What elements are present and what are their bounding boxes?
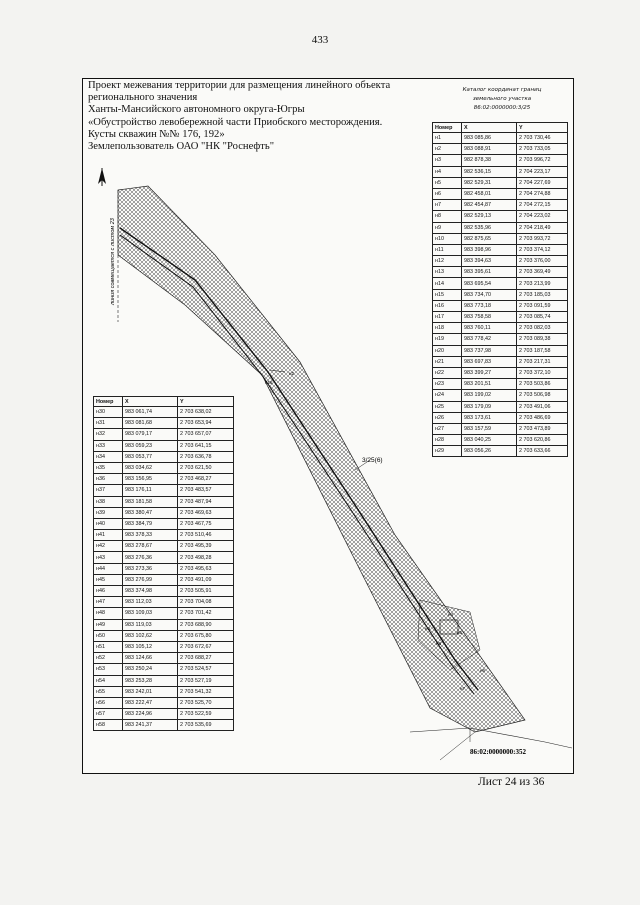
y-coordinate-cell: 2 703 636,78 bbox=[178, 451, 234, 462]
x-coordinate-cell: 983 061,74 bbox=[123, 407, 178, 418]
x-coordinate-cell: 983 224,96 bbox=[123, 709, 178, 720]
x-coordinate-cell: 983 181,58 bbox=[123, 496, 178, 507]
x-coordinate-cell: 982 536,15 bbox=[462, 166, 517, 177]
point-number-cell: н6 bbox=[433, 188, 462, 199]
y-coordinate-cell: 2 703 372,10 bbox=[517, 367, 568, 378]
table-row bbox=[94, 608, 234, 619]
y-coordinate-cell: 2 703 473,89 bbox=[517, 423, 568, 434]
point-number-cell: н38 bbox=[94, 496, 123, 507]
point-number-cell: н15 bbox=[433, 289, 462, 300]
point-number-cell: н9 bbox=[433, 222, 462, 233]
y-coordinate-cell: 2 703 633,66 bbox=[517, 446, 568, 457]
point-number-cell: н37 bbox=[94, 485, 123, 496]
point-number-cell: н1 bbox=[433, 133, 462, 144]
x-coordinate-cell: 983 201,51 bbox=[462, 379, 517, 390]
table-row bbox=[94, 518, 234, 529]
x-coordinate-cell: 982 535,96 bbox=[462, 222, 517, 233]
table-row bbox=[433, 412, 568, 423]
y-coordinate-cell: 2 703 510,46 bbox=[178, 530, 234, 541]
x-coordinate-cell: 982 529,13 bbox=[462, 211, 517, 222]
point-number-cell: н24 bbox=[433, 390, 462, 401]
point-number-cell: н55 bbox=[94, 686, 123, 697]
table-row bbox=[433, 334, 568, 345]
y-coordinate-cell: 2 703 506,98 bbox=[517, 390, 568, 401]
point-label-n5: н5 bbox=[457, 630, 462, 635]
x-coordinate-cell: 983 278,67 bbox=[123, 541, 178, 552]
y-coordinate-cell: 2 703 486,69 bbox=[517, 412, 568, 423]
y-coordinate-cell: 2 703 505,91 bbox=[178, 586, 234, 597]
point-number-cell: н8 bbox=[433, 211, 462, 222]
y-coordinate-cell: 2 703 374,12 bbox=[517, 244, 568, 255]
table-row bbox=[94, 429, 234, 440]
table-row bbox=[433, 244, 568, 255]
table-row bbox=[94, 653, 234, 664]
y-coordinate-cell: 2 703 376,00 bbox=[517, 256, 568, 267]
table-row bbox=[433, 166, 568, 177]
point-number-cell: н34 bbox=[94, 451, 123, 462]
x-coordinate-cell: 983 773,18 bbox=[462, 300, 517, 311]
x-coordinate-cell: 983 085,86 bbox=[462, 133, 517, 144]
x-coordinate-cell: 983 179,09 bbox=[462, 401, 517, 412]
point-number-cell: н20 bbox=[433, 345, 462, 356]
point-number-cell: н13 bbox=[433, 267, 462, 278]
y-coordinate-cell: 2 704 223,17 bbox=[517, 166, 568, 177]
x-coordinate-cell: 983 081,68 bbox=[123, 418, 178, 429]
coordinate-rows bbox=[94, 407, 234, 731]
table-row bbox=[433, 435, 568, 446]
x-coordinate-cell: 983 102,62 bbox=[123, 630, 178, 641]
point-number-cell: н58 bbox=[94, 720, 123, 731]
x-coordinate-cell: 983 112,03 bbox=[123, 597, 178, 608]
x-coordinate-cell: 983 758,58 bbox=[462, 312, 517, 323]
column-header-y: Y bbox=[178, 397, 234, 407]
table-row bbox=[94, 697, 234, 708]
x-coordinate-cell: 983 760,11 bbox=[462, 323, 517, 334]
y-coordinate-cell: 2 703 688,27 bbox=[178, 653, 234, 664]
point-label-n4: н4 bbox=[448, 612, 453, 617]
point-label-n7: н7 bbox=[460, 686, 465, 691]
x-coordinate-cell: 983 398,96 bbox=[462, 244, 517, 255]
x-coordinate-cell: 983 119,03 bbox=[123, 619, 178, 630]
x-coordinate-cell: 983 109,03 bbox=[123, 608, 178, 619]
y-coordinate-cell: 2 703 657,07 bbox=[178, 429, 234, 440]
table-row bbox=[433, 312, 568, 323]
point-number-cell: н54 bbox=[94, 675, 123, 686]
x-coordinate-cell: 983 079,17 bbox=[123, 429, 178, 440]
point-number-cell: н16 bbox=[433, 300, 462, 311]
point-number-cell: н41 bbox=[94, 530, 123, 541]
x-coordinate-cell: 983 380,47 bbox=[123, 507, 178, 518]
point-number-cell: н26 bbox=[433, 412, 462, 423]
y-coordinate-cell: 2 704 274,88 bbox=[517, 188, 568, 199]
x-coordinate-cell: 983 124,66 bbox=[123, 653, 178, 664]
point-number-cell: н11 bbox=[433, 244, 462, 255]
table-row bbox=[94, 586, 234, 597]
y-coordinate-cell: 2 703 495,63 bbox=[178, 563, 234, 574]
y-coordinate-cell: 2 703 185,03 bbox=[517, 289, 568, 300]
table-row bbox=[433, 289, 568, 300]
point-number-cell: н12 bbox=[433, 256, 462, 267]
y-coordinate-cell: 2 703 495,39 bbox=[178, 541, 234, 552]
x-coordinate-cell: 983 156,95 bbox=[123, 474, 178, 485]
neighbor-boundary bbox=[410, 728, 572, 748]
x-coordinate-cell: 983 778,42 bbox=[462, 334, 517, 345]
side-note: линия совмещается с листом 23 bbox=[110, 218, 116, 305]
x-coordinate-cell: 982 529,31 bbox=[462, 177, 517, 188]
table-row bbox=[433, 256, 568, 267]
point-number-cell: н44 bbox=[94, 563, 123, 574]
table-row bbox=[433, 222, 568, 233]
point-number-cell: н53 bbox=[94, 664, 123, 675]
point-number-cell: н10 bbox=[433, 233, 462, 244]
title-line: регионального значения bbox=[88, 92, 198, 104]
y-coordinate-cell: 2 703 503,86 bbox=[517, 379, 568, 390]
y-coordinate-cell: 2 703 704,08 bbox=[178, 597, 234, 608]
x-coordinate-cell: 983 395,61 bbox=[462, 267, 517, 278]
point-number-cell: н2 bbox=[433, 144, 462, 155]
point-label-n2: н2 bbox=[289, 371, 294, 376]
column-header-y: Y bbox=[517, 123, 568, 133]
x-coordinate-cell: 983 176,11 bbox=[123, 485, 178, 496]
table-row bbox=[433, 323, 568, 334]
x-coordinate-cell: 983 737,98 bbox=[462, 345, 517, 356]
column-header-number: Номер bbox=[433, 123, 462, 133]
point-number-cell: н49 bbox=[94, 619, 123, 630]
table-row bbox=[433, 446, 568, 457]
table-row bbox=[94, 563, 234, 574]
point-label-n9: н9 bbox=[425, 626, 430, 631]
x-coordinate-cell: 982 878,38 bbox=[462, 155, 517, 166]
y-coordinate-cell: 2 703 491,06 bbox=[517, 401, 568, 412]
y-coordinate-cell: 2 703 483,57 bbox=[178, 485, 234, 496]
table-row bbox=[433, 356, 568, 367]
y-coordinate-cell: 2 703 217,31 bbox=[517, 356, 568, 367]
north-arrow-icon bbox=[98, 168, 106, 186]
table-row bbox=[433, 188, 568, 199]
point-number-cell: н29 bbox=[433, 446, 462, 457]
x-coordinate-cell: 983 199,02 bbox=[462, 390, 517, 401]
y-coordinate-cell: 2 703 468,27 bbox=[178, 474, 234, 485]
y-coordinate-cell: 2 703 089,38 bbox=[517, 334, 568, 345]
y-coordinate-cell: 2 703 733,05 bbox=[517, 144, 568, 155]
x-coordinate-cell: 983 053,77 bbox=[123, 451, 178, 462]
table-row bbox=[94, 574, 234, 585]
sheet-footer: Лист 24 из 36 bbox=[478, 776, 545, 788]
point-number-cell: н5 bbox=[433, 177, 462, 188]
catalog-caption-line: 86:02:0000000:3/25 bbox=[473, 105, 531, 111]
x-coordinate-cell: 983 157,59 bbox=[462, 423, 517, 434]
x-coordinate-cell: 983 394,63 bbox=[462, 256, 517, 267]
table-row bbox=[94, 530, 234, 541]
table-row bbox=[433, 401, 568, 412]
point-number-cell: н51 bbox=[94, 641, 123, 652]
table-row bbox=[433, 233, 568, 244]
y-coordinate-cell: 2 703 541,32 bbox=[178, 686, 234, 697]
y-coordinate-cell: 2 703 467,75 bbox=[178, 518, 234, 529]
x-coordinate-cell: 983 056,26 bbox=[462, 446, 517, 457]
y-coordinate-cell: 2 703 535,69 bbox=[178, 720, 234, 731]
x-coordinate-cell: 983 384,79 bbox=[123, 518, 178, 529]
table-row bbox=[94, 418, 234, 429]
table-row bbox=[433, 367, 568, 378]
coordinate-table-left bbox=[93, 396, 234, 731]
y-coordinate-cell: 2 703 672,67 bbox=[178, 641, 234, 652]
y-coordinate-cell: 2 703 369,49 bbox=[517, 267, 568, 278]
point-number-cell: н52 bbox=[94, 653, 123, 664]
x-coordinate-cell: 983 173,61 bbox=[462, 412, 517, 423]
x-coordinate-cell: 982 458,01 bbox=[462, 188, 517, 199]
table-row bbox=[94, 664, 234, 675]
x-coordinate-cell: 983 040,25 bbox=[462, 435, 517, 446]
table-row bbox=[94, 552, 234, 563]
table-row bbox=[94, 630, 234, 641]
y-coordinate-cell: 2 703 491,09 bbox=[178, 574, 234, 585]
point-number-cell: н21 bbox=[433, 356, 462, 367]
y-coordinate-cell: 2 703 621,50 bbox=[178, 462, 234, 473]
point-number-cell: н33 bbox=[94, 440, 123, 451]
table-row bbox=[433, 144, 568, 155]
catalog-caption-line: Каталог координат границ bbox=[462, 87, 542, 93]
y-coordinate-cell: 2 703 082,03 bbox=[517, 323, 568, 334]
x-coordinate-cell: 983 697,83 bbox=[462, 356, 517, 367]
table-row bbox=[433, 133, 568, 144]
x-coordinate-cell: 983 253,28 bbox=[123, 675, 178, 686]
x-coordinate-cell: 982 454,87 bbox=[462, 200, 517, 211]
table-row bbox=[94, 641, 234, 652]
y-coordinate-cell: 2 704 227,69 bbox=[517, 177, 568, 188]
point-number-cell: н39 bbox=[94, 507, 123, 518]
title-line: Ханты-Мансийского автономного округа-Югры bbox=[88, 104, 305, 116]
y-coordinate-cell: 2 703 522,59 bbox=[178, 709, 234, 720]
table-row bbox=[433, 278, 568, 289]
point-number-cell: н23 bbox=[433, 379, 462, 390]
table-row bbox=[94, 462, 234, 473]
x-coordinate-cell: 983 273,36 bbox=[123, 563, 178, 574]
table-row bbox=[94, 440, 234, 451]
point-number-cell: н40 bbox=[94, 518, 123, 529]
bottom-parcel-label: 86:02:0000000:352 bbox=[470, 748, 526, 756]
point-number-cell: н36 bbox=[94, 474, 123, 485]
table-row bbox=[433, 155, 568, 166]
x-coordinate-cell: 983 242,01 bbox=[123, 686, 178, 697]
point-number-cell: н46 bbox=[94, 586, 123, 597]
table-row bbox=[94, 686, 234, 697]
x-coordinate-cell: 983 378,33 bbox=[123, 530, 178, 541]
point-number-cell: н22 bbox=[433, 367, 462, 378]
point-number-cell: н50 bbox=[94, 630, 123, 641]
point-number-cell: н43 bbox=[94, 552, 123, 563]
table-row bbox=[94, 451, 234, 462]
x-coordinate-cell: 983 059,23 bbox=[123, 440, 178, 451]
point-number-cell: н31 bbox=[94, 418, 123, 429]
x-coordinate-cell: 983 276,36 bbox=[123, 552, 178, 563]
y-coordinate-cell: 2 704 223,02 bbox=[517, 211, 568, 222]
table-row bbox=[94, 597, 234, 608]
table-row bbox=[433, 200, 568, 211]
parcel-label: 3/25(6) bbox=[362, 457, 383, 464]
x-coordinate-cell: 983 399,27 bbox=[462, 367, 517, 378]
point-number-cell: н35 bbox=[94, 462, 123, 473]
x-coordinate-cell: 983 734,70 bbox=[462, 289, 517, 300]
y-coordinate-cell: 2 703 469,63 bbox=[178, 507, 234, 518]
point-number-cell: н45 bbox=[94, 574, 123, 585]
y-coordinate-cell: 2 703 653,94 bbox=[178, 418, 234, 429]
table-row bbox=[94, 507, 234, 518]
title-line: Землепользователь ОАО "НК "Роснефть" bbox=[88, 141, 275, 153]
table-row bbox=[433, 345, 568, 356]
table-row bbox=[433, 177, 568, 188]
coordinate-rows bbox=[433, 133, 568, 457]
point-label-n8: н8 bbox=[436, 641, 441, 646]
y-coordinate-cell: 2 704 272,15 bbox=[517, 200, 568, 211]
table-row bbox=[433, 379, 568, 390]
point-label-n18: н18 bbox=[265, 380, 273, 385]
table-row bbox=[94, 496, 234, 507]
table-row bbox=[433, 211, 568, 222]
coordinate-table-right bbox=[432, 122, 568, 457]
y-coordinate-cell: 2 703 187,58 bbox=[517, 345, 568, 356]
x-coordinate-cell: 983 276,99 bbox=[123, 574, 178, 585]
y-coordinate-cell: 2 703 638,02 bbox=[178, 407, 234, 418]
point-number-cell: н57 bbox=[94, 709, 123, 720]
point-number-cell: н32 bbox=[94, 429, 123, 440]
y-coordinate-cell: 2 703 688,90 bbox=[178, 619, 234, 630]
point-number-cell: н47 bbox=[94, 597, 123, 608]
x-coordinate-cell: 983 250,24 bbox=[123, 664, 178, 675]
point-number-cell: н27 bbox=[433, 423, 462, 434]
catalog-caption bbox=[437, 86, 567, 113]
y-coordinate-cell: 2 703 675,80 bbox=[178, 630, 234, 641]
y-coordinate-cell: 2 703 527,19 bbox=[178, 675, 234, 686]
x-coordinate-cell: 983 222,47 bbox=[123, 697, 178, 708]
x-coordinate-cell: 982 875,65 bbox=[462, 233, 517, 244]
point-label-n6: н6 bbox=[480, 668, 485, 673]
table-row bbox=[433, 390, 568, 401]
table-row bbox=[433, 300, 568, 311]
point-number-cell: н17 bbox=[433, 312, 462, 323]
point-number-cell: н28 bbox=[433, 435, 462, 446]
y-coordinate-cell: 2 703 525,70 bbox=[178, 697, 234, 708]
point-number-cell: н19 bbox=[433, 334, 462, 345]
catalog-caption-line: земельного участка bbox=[472, 96, 532, 102]
y-coordinate-cell: 2 703 091,59 bbox=[517, 300, 568, 311]
title-line: Кусты скважин №№ 176, 192» bbox=[88, 128, 225, 140]
table-row bbox=[94, 720, 234, 731]
y-coordinate-cell: 2 703 487,94 bbox=[178, 496, 234, 507]
y-coordinate-cell: 2 703 524,57 bbox=[178, 664, 234, 675]
page-number: 433 bbox=[311, 34, 329, 46]
x-coordinate-cell: 983 374,98 bbox=[123, 586, 178, 597]
table-row bbox=[94, 675, 234, 686]
point-number-cell: н30 bbox=[94, 407, 123, 418]
table-row bbox=[94, 541, 234, 552]
table-row bbox=[94, 709, 234, 720]
y-coordinate-cell: 2 703 641,15 bbox=[178, 440, 234, 451]
point-number-cell: н25 bbox=[433, 401, 462, 412]
y-coordinate-cell: 2 703 498,28 bbox=[178, 552, 234, 563]
table-row bbox=[433, 267, 568, 278]
table-row bbox=[94, 474, 234, 485]
y-coordinate-cell: 2 703 213,99 bbox=[517, 278, 568, 289]
y-coordinate-cell: 2 703 730,46 bbox=[517, 133, 568, 144]
y-coordinate-cell: 2 703 993,72 bbox=[517, 233, 568, 244]
x-coordinate-cell: 983 241,37 bbox=[123, 720, 178, 731]
point-number-cell: н7 bbox=[433, 200, 462, 211]
table-row bbox=[433, 423, 568, 434]
y-coordinate-cell: 2 703 701,42 bbox=[178, 608, 234, 619]
table-row bbox=[94, 407, 234, 418]
table-row bbox=[94, 485, 234, 496]
column-header-x: X bbox=[462, 123, 517, 133]
column-header-x: X bbox=[123, 397, 178, 407]
column-header-number: Номер bbox=[94, 397, 123, 407]
x-coordinate-cell: 983 088,91 bbox=[462, 144, 517, 155]
y-coordinate-cell: 2 703 996,72 bbox=[517, 155, 568, 166]
x-coordinate-cell: 983 034,62 bbox=[123, 462, 178, 473]
point-number-cell: н3 bbox=[433, 155, 462, 166]
x-coordinate-cell: 983 105,12 bbox=[123, 641, 178, 652]
table-row bbox=[94, 619, 234, 630]
title-line: «Обустройство левобережной части Приобского месторождения. bbox=[88, 116, 383, 128]
title-line: Проект межевания территории для размещения линейного объекта bbox=[88, 80, 391, 91]
point-number-cell: н18 bbox=[433, 323, 462, 334]
point-number-cell: н56 bbox=[94, 697, 123, 708]
point-number-cell: н48 bbox=[94, 608, 123, 619]
title-block bbox=[88, 80, 418, 153]
point-number-cell: н14 bbox=[433, 278, 462, 289]
point-number-cell: н4 bbox=[433, 166, 462, 177]
y-coordinate-cell: 2 703 620,86 bbox=[517, 435, 568, 446]
y-coordinate-cell: 2 703 085,74 bbox=[517, 312, 568, 323]
x-coordinate-cell: 983 695,54 bbox=[462, 278, 517, 289]
point-number-cell: н42 bbox=[94, 541, 123, 552]
y-coordinate-cell: 2 704 218,49 bbox=[517, 222, 568, 233]
